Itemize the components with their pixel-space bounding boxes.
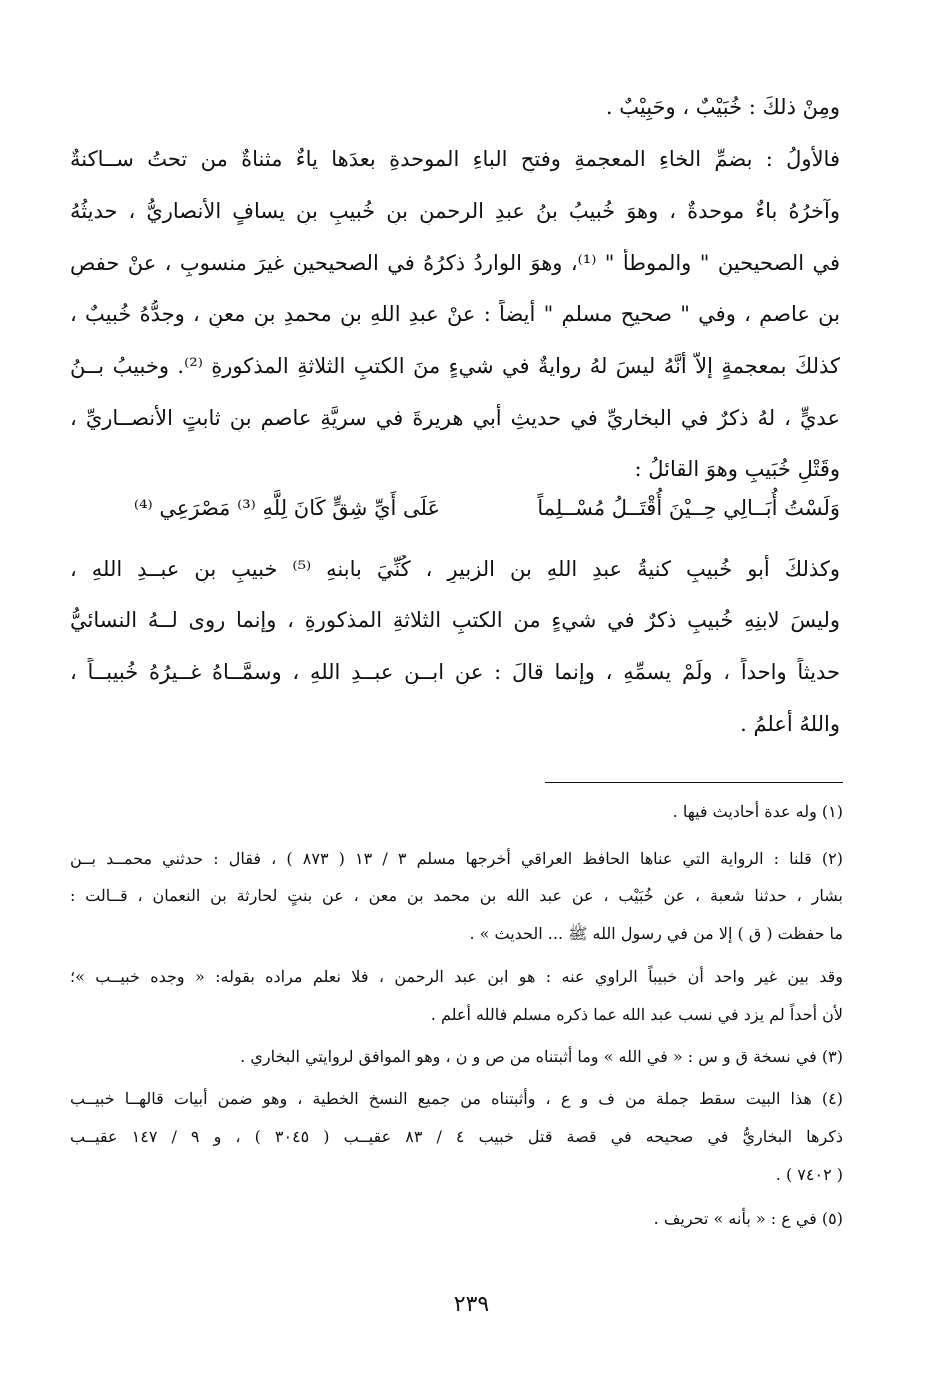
footnote-separator [545,782,843,783]
footnote-line-11: (٥) في ع : « بأنه » تحريف . [653,1209,843,1228]
body-line-10: وليسَ لابنِهِ خُبيبٍ ذكرٌ في شيءٍ من الكتبِ الثلاثةِ المذكورةِ ، وإنما روى لــهُ النسائيُّ [70,608,840,632]
body-line-12: واللهُ أعلمُ . [740,712,840,736]
footnote-line-4: ما حفظت ( ق ) إلا من في رسول الله ﷺ ... الحديث » . [469,924,843,943]
body-line-7: عديٍّ ، لهُ ذكرٌ في البخاريِّ في حديثِ أبي هريرةَ في سريَّةِ عاصمِ بنِ ثابتٍ الأنصــاريِّ ، [70,406,840,430]
poetry-verse [70,488,840,528]
footnote-line-7: (٣) في نسخة ق و س : « في الله » وما أثبتناه من ص و ن ، وهو الموافق لروايتي البخاري . [240,1047,843,1066]
body-line-2: فالأولُ : بضمِّ الخاءِ المعجمةِ وفتحِ الباءِ الموحدةِ بعدَها ياءٌ مثناةٌ من تحتُ ســاكنةٌ [70,147,840,171]
footnote-line-1: (١) وله عدة أحاديث فيها . [672,802,843,821]
footnote-line-5: وقد بين غير واحد أن خبيباً الراوي عنه : هو ابن عبد الرحمن ، فلا نعلم مراده بقوله: « وجده خبيــب »؛ [70,967,843,986]
verse-first-hemistich: وَلَسْتُ أُبَــالِي حِــيْنَ أُقْتَــلُ مُسْــلِماً [537,496,840,520]
footnote-line-2: (٢) قلنا : الرواية التي عناها الحافظ العراقي أخرجها مسلم ٣ / ١٣ ( ٨٧٣ ) ، فقال : حدثني محمــد بــن [70,849,843,868]
verse-second-hemistich: عَلَى أَيِّ شِقٍّ كَانَ لِلَّهِ ⁽³⁾ مَصْرَعِي ⁽⁴⁾ [133,496,440,520]
footnote-line-6: لأن أحداً لم يزد في نسب عبد الله عما ذكره مسلم فالله أعلم . [430,1005,843,1024]
body-line-11: حديثاً واحداً ، ولَمْ يسمِّهِ ، وإنما قالَ : عنِ ابــنِ عبــدِ اللهِ ، وسمَّــاهُ غــيرُهُ خُبيبــاً ، [70,660,840,684]
footnote-line-8: (٤) هذا البيت سقط جملة من ف و ع ، وأثبتناه من جميع النسخ الخطية ، وهو ضمن أبيات قالهــا خبيــب [70,1089,843,1108]
footnote-line-3: بشار ، حدثنا شعبة ، عن خُبَيْب ، عن عبد الله بن محمد بن معن ، عن بنتٍ لحارثة بن النعمان ، قــالت : [70,886,843,905]
footnote-line-10: ( ٧٤٠٢ ) . [775,1165,843,1184]
body-line-6: كذلكَ بمعجمةٍ إلاَّ أنَّهُ ليسَ لهُ روايةٌ في شيءٍ منَ الكتبِ الثلاثةِ المذكورةِ ⁽²⁾. وخبيبُ بــنُ [70,354,840,378]
footnote-line-9: ذكرها البخاريُّ في صحيحه في قصة قتل خبيب ٤ / ٨٣ عقيــب ( ٣٠٤٥ ) ، و ٩ / ١٤٧ عقيــب [70,1127,843,1146]
body-line-3: وآخرُهُ باءٌ موحدةٌ ، وهوَ خُبيبُ بنُ عبدِ الرحمنِ بنِ خُبيبِ بنِ يسافٍ الأنصاريُّ ، حديثُهُ [70,199,840,223]
body-line-1: ومِنْ ذلكَ : خُبَيْبٌ ، وحَبِيْبٌ . [605,95,840,119]
body-line-8: وقَتْلِ خُبَيبٍ وهوَ القائلُ : [634,457,840,481]
body-line-9: وكذلكَ أبو خُبيبٍ كنيةُ عبدِ اللهِ بنِ الزبيرِ ، كُنِّيَ بابنهِ ⁽⁵⁾ خبيبِ بنِ عبــدِ اللهِ ، [70,557,840,581]
page-number: ٢٣٩ [453,1292,490,1317]
body-line-4: في الصحيحينِ " والموطأ " ⁽¹⁾، وهوَ الواردُ ذكرُهُ في الصحيحينِ غيرَ منسوبٍ ، عنْ حفصِ [70,251,840,275]
body-line-5: بنِ عاصمٍ ، وفي " صحيحِ مسلمٍ " أيضاً : عنْ عبدِ اللهِ بنِ محمدِ بنِ معنٍ ، وجدُّهُ خُبيبٌ ، [70,302,840,326]
